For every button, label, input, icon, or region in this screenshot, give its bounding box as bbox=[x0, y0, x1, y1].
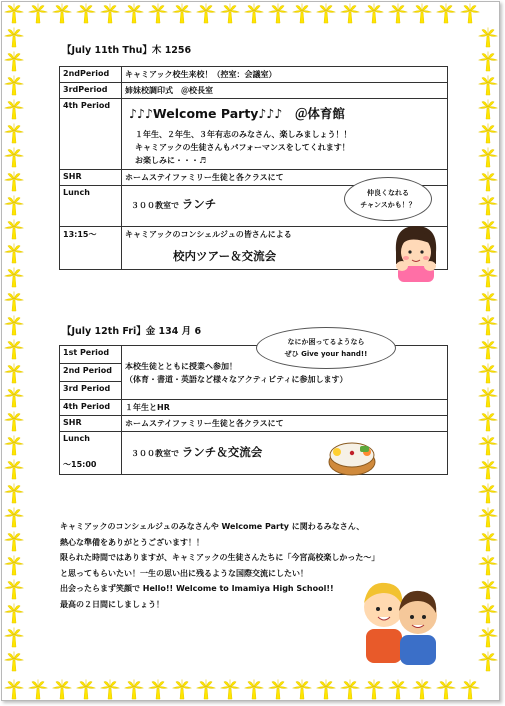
period-label: 3rdPeriod bbox=[60, 83, 122, 99]
bubble-line: なにか困ってるようなら bbox=[287, 338, 365, 346]
period-content: ホームステイファミリー生徒と各クラスにて bbox=[122, 170, 448, 186]
message-line: 限られた時間ではありますが、キャミアックの生徒さんたちに「今宮高校楽しかった〜」 bbox=[60, 553, 380, 562]
message-line: と思ってもらいたい！一生の思い出に残るような国際交流にしたい！ bbox=[60, 568, 308, 578]
message-line: 出会ったらまず笑顔で Hello!! Welcome to Imamiya High School!! bbox=[60, 584, 334, 593]
table-row bbox=[60, 83, 448, 99]
period-label: 4th Period bbox=[60, 400, 122, 416]
speech-bubble bbox=[256, 327, 396, 369]
period-label: SHR bbox=[60, 416, 122, 432]
period-content: ホームステイファミリー生徒と各クラスにて bbox=[122, 416, 448, 432]
period-label: 4th Period bbox=[60, 99, 122, 170]
table-row bbox=[60, 400, 448, 416]
message-line: 最高の２日間にしましょう！ bbox=[60, 599, 164, 609]
period-content: キャミアック校生来校！（控室：会議室） bbox=[122, 67, 448, 83]
periods-label-cell bbox=[60, 346, 122, 400]
period-label: 2ndPeriod bbox=[60, 67, 122, 83]
lunch-label-cell bbox=[60, 432, 122, 475]
tour-intro: キャミアックのコンシェルジュの皆さんによる bbox=[125, 230, 292, 239]
lunch-title: ランチ＆交流会 bbox=[181, 445, 263, 459]
note-line: １年生、２年生、３年有志のみなさん、楽しみましょう！！ bbox=[135, 130, 352, 139]
message-line: キャミアックのコンシェルジュのみなさんや Welcome Party に関わるみなさん、 bbox=[60, 522, 365, 531]
tour-title: 校内ツアー＆交流会 bbox=[173, 249, 277, 263]
note-line: キャミアックの生徒さんもパフォーマンスをしてくれます！ bbox=[135, 143, 350, 152]
lunch-place: ３００教室で bbox=[131, 201, 179, 210]
period-label: Lunch bbox=[60, 186, 122, 227]
boys-illustration bbox=[354, 575, 446, 667]
period-label: 13:15〜 bbox=[60, 227, 122, 270]
note-line: お楽しみに・・・♬ bbox=[135, 156, 207, 165]
welcome-party-title: ♪♪♪Welcome Party♪♪♪ ＠体育館 bbox=[129, 106, 345, 121]
bubble-line: 仲良くなれる bbox=[367, 189, 409, 197]
period-label: SHR bbox=[60, 170, 122, 186]
lunch-cell bbox=[122, 432, 448, 475]
day1-heading: 【July 11th Thu】木 1256 bbox=[62, 45, 192, 56]
period-content: １年生とHR bbox=[122, 400, 448, 416]
period-label: Lunch bbox=[63, 434, 90, 443]
table-row bbox=[60, 432, 448, 475]
lunch-place: ３００教室で bbox=[131, 449, 179, 458]
bubble-line: ぜひ Give your hand!! bbox=[284, 350, 368, 358]
lunch-line bbox=[131, 444, 444, 460]
period-label: 2nd Period bbox=[60, 364, 121, 382]
bubble-line: チャンスかも！？ bbox=[360, 201, 416, 209]
activity-line: （体育・書道・英語など様々なアクティビティに参加します） bbox=[125, 374, 348, 384]
message-line: 熱心な準備をありがとうございます！！ bbox=[60, 537, 204, 547]
table-row bbox=[60, 416, 448, 432]
bento-illustration bbox=[327, 435, 377, 477]
day2-schedule-table bbox=[59, 345, 448, 475]
welcome-party-cell bbox=[122, 99, 448, 170]
period-content: 姉妹校調印式 ＠校長室 bbox=[122, 83, 448, 99]
activity-line: 本校生徒とともに授業へ参加！ bbox=[125, 361, 237, 371]
day2-heading: 【July 12th Fri】金 134 月 6 bbox=[62, 326, 202, 337]
period-label: 〜15:00 bbox=[63, 460, 97, 469]
table-row bbox=[60, 67, 448, 83]
welcome-party-notes bbox=[135, 128, 444, 167]
lunch-title: ランチ bbox=[181, 197, 217, 211]
period-label: 1st Period bbox=[60, 346, 121, 364]
speech-bubble bbox=[344, 177, 432, 221]
girl-illustration bbox=[388, 222, 444, 282]
period-label: 3rd Period bbox=[63, 384, 111, 393]
table-row bbox=[60, 99, 448, 170]
